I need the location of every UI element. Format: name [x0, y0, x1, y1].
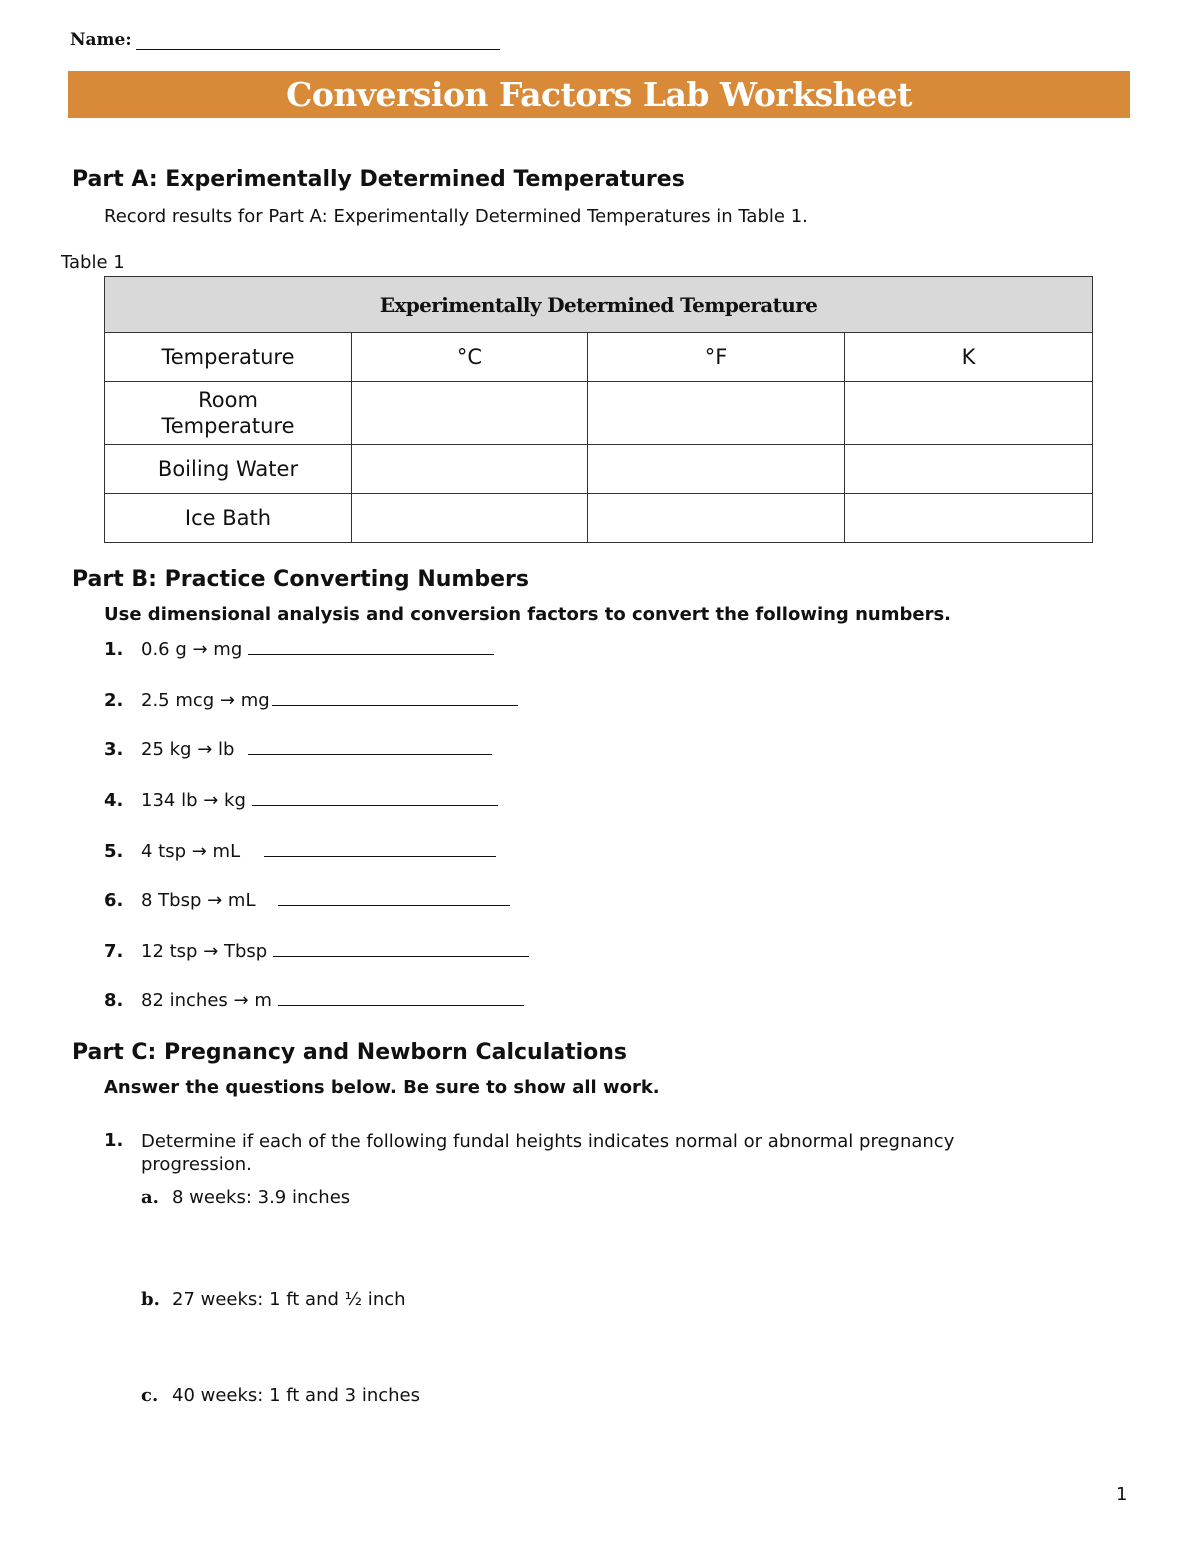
list-item: [104, 739, 492, 760]
item-text: 4 tsp → mL: [141, 841, 241, 862]
table-cell[interactable]: [588, 382, 845, 445]
column-header: °C: [352, 333, 588, 382]
question-number: 1.: [104, 1130, 124, 1151]
item-text: 134 lb → kg: [141, 790, 246, 811]
list-item: [104, 941, 529, 962]
answer-line[interactable]: [278, 991, 524, 1006]
table-row: [105, 494, 1093, 543]
name-label: Name:: [70, 30, 132, 50]
item-number: 1.: [104, 639, 124, 660]
row-label: Ice Bath: [105, 494, 352, 543]
page-title: Conversion Factors Lab Worksheet: [286, 75, 912, 114]
table-cell[interactable]: [588, 445, 845, 494]
column-header: °F: [588, 333, 845, 382]
item-text: 25 kg → lb: [141, 739, 235, 760]
part-b-heading: Part B: Practice Converting Numbers: [72, 567, 529, 592]
list-item: [104, 990, 524, 1011]
sub-text: 8 weeks: 3.9 inches: [172, 1187, 351, 1208]
list-item: [104, 841, 496, 862]
name-line[interactable]: [136, 33, 500, 50]
question: [104, 1130, 1064, 1176]
item-text: 82 inches → m: [141, 990, 272, 1011]
sub-letter: a.: [141, 1187, 159, 1208]
sub-question: [141, 1385, 420, 1406]
answer-line[interactable]: [248, 740, 492, 755]
table-cell[interactable]: [845, 382, 1093, 445]
table-row: [105, 382, 1093, 445]
row-label: Room Temperature: [105, 382, 352, 445]
part-a-heading: Part A: Experimentally Determined Temperatures: [72, 167, 685, 192]
answer-line[interactable]: [248, 640, 494, 655]
item-text: 8 Tbsp → mL: [141, 890, 256, 911]
column-header: Temperature: [105, 333, 352, 382]
part-c-instruction: Answer the questions below. Be sure to show all work.: [104, 1077, 660, 1098]
answer-line[interactable]: [273, 942, 529, 957]
item-number: 3.: [104, 739, 124, 760]
sub-letter: c.: [141, 1385, 159, 1406]
table-caption: Table 1: [61, 252, 125, 273]
part-a-instruction: Record results for Part A: Experimentally Determined Temperatures in Table 1.: [104, 206, 808, 227]
list-item: [104, 890, 510, 911]
sub-text: 27 weeks: 1 ft and ½ inch: [172, 1289, 406, 1310]
temperature-table: [104, 276, 1093, 543]
table-cell[interactable]: [845, 445, 1093, 494]
table-cell[interactable]: [588, 494, 845, 543]
column-header: K: [845, 333, 1093, 382]
question-text: Determine if each of the following fundal heights indicates normal or abnormal pregnancy progression.: [141, 1131, 955, 1175]
item-number: 7.: [104, 941, 124, 962]
list-item: [104, 690, 518, 711]
answer-line[interactable]: [264, 842, 496, 857]
answer-line[interactable]: [278, 891, 510, 906]
item-text: 2.5 mcg → mg: [141, 690, 270, 711]
table-cell[interactable]: [352, 445, 588, 494]
table-row: [105, 445, 1093, 494]
sub-question: [141, 1289, 406, 1310]
sub-text: 40 weeks: 1 ft and 3 inches: [172, 1385, 420, 1406]
list-item: [104, 639, 494, 660]
table-cell[interactable]: [352, 494, 588, 543]
sub-letter: b.: [141, 1289, 160, 1310]
item-text: 12 tsp → Tbsp: [141, 941, 268, 962]
table-header-row: [105, 333, 1093, 382]
item-number: 4.: [104, 790, 124, 811]
page-number: 1: [1116, 1484, 1128, 1505]
table-title: Experimentally Determined Temperature: [105, 277, 1093, 333]
table-cell[interactable]: [845, 494, 1093, 543]
item-text: 0.6 g → mg: [141, 639, 243, 660]
row-label: Boiling Water: [105, 445, 352, 494]
item-number: 5.: [104, 841, 124, 862]
item-number: 8.: [104, 990, 124, 1011]
list-item: [104, 790, 498, 811]
item-number: 2.: [104, 690, 124, 711]
answer-line[interactable]: [252, 791, 498, 806]
title-banner: [68, 71, 1130, 118]
part-b-instruction: Use dimensional analysis and conversion factors to convert the following numbers.: [104, 604, 951, 625]
answer-line[interactable]: [272, 691, 518, 706]
name-field[interactable]: [70, 30, 500, 50]
sub-question: [141, 1187, 350, 1208]
part-c-heading: Part C: Pregnancy and Newborn Calculations: [72, 1040, 628, 1065]
item-number: 6.: [104, 890, 124, 911]
table-cell[interactable]: [352, 382, 588, 445]
